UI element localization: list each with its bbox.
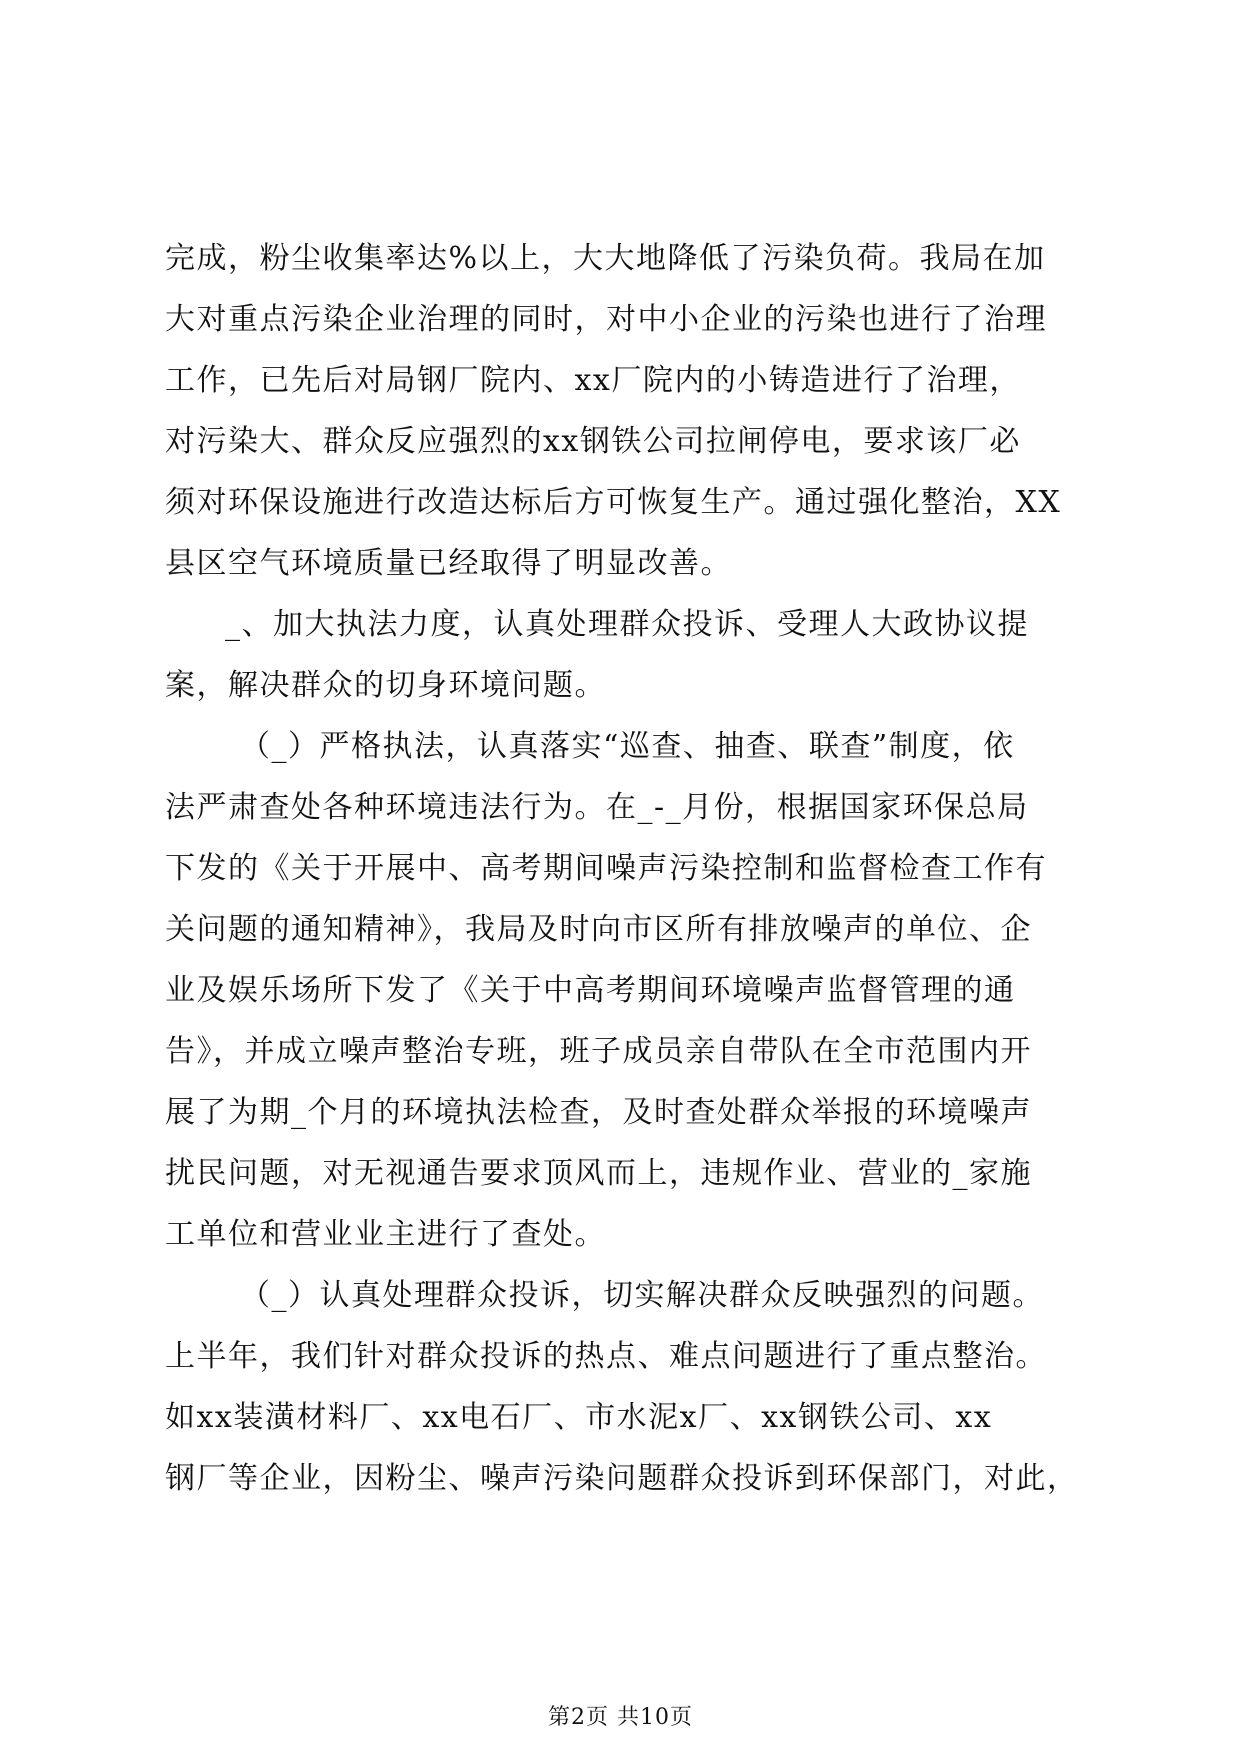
- text-line: 下发的《关于开展中、高考期间噪声污染控制和监督检查工作有: [165, 851, 1047, 886]
- text-line: 上半年，我们针对群众投诉的热点、难点问题进行了重点整治。: [165, 1339, 1047, 1374]
- text-line: 展了为期_个月的环境执法检查，及时查处群众举报的环境噪声: [165, 1095, 1032, 1130]
- text-line: 须对环保设施进行改造达标后方可恢复生产。通过强化整治，XX: [165, 485, 1062, 520]
- section-heading-line: _、加大执法力度，认真处理群众投诉、受理人大政协议提: [225, 607, 1029, 642]
- text-line: 钢厂等企业，因粉尘、噪声污染问题群众投诉到环保部门，对此，: [165, 1461, 1079, 1496]
- text-line: 法严肃查处各种环境违法行为。在_-_月份，根据国家环保总局: [165, 790, 1029, 825]
- text-line: 完成，粉尘收集率达%以上，大大地降低了污染负荷。我局在加: [165, 241, 1046, 276]
- page-number-footer: 第2页 共10页: [548, 1705, 693, 1730]
- subsection-heading-line: （_）认真处理群众投诉，切实解决群众反映强烈的问题。: [240, 1278, 1044, 1313]
- text-line: 如xx装潢材料厂、xx电石厂、市水泥x厂、xx钢铁公司、xx: [165, 1400, 993, 1435]
- text-line: 扰民问题，对无视通告要求顶风而上，违规作业、营业的_家施: [165, 1156, 1032, 1191]
- document-body: [165, 228, 1085, 1509]
- text-line: 告》，并成立噪声整治专班，班子成员亲自带队在全市范围内开: [165, 1034, 1032, 1069]
- text-line: 大对重点污染企业治理的同时，对中小企业的污染也进行了治理: [165, 302, 1047, 337]
- text-line: 关问题的通知精神》，我局及时向市区所有排放噪声的单位、企: [165, 912, 1032, 947]
- text-line: 案，解决群众的切身环境问题。: [165, 668, 606, 703]
- text-line: 对污染大、群众反应强烈的xx钢铁公司拉闸停电，要求该厂必: [165, 424, 1021, 459]
- text-line: 工单位和营业业主进行了查处。: [165, 1217, 606, 1252]
- text-line: 业及娱乐场所下发了《关于中高考期间环境噪声监督管理的通: [165, 973, 1016, 1008]
- subsection-heading-line: （_）严格执法，认真落实“巡查、抽查、联查”制度，依: [240, 729, 1015, 764]
- text-line: 工作，已先后对局钢厂院内、xx厂院内的小铸造进行了治理，: [165, 363, 1021, 398]
- text-line: 县区空气环境质量已经取得了明显改善。: [165, 546, 732, 581]
